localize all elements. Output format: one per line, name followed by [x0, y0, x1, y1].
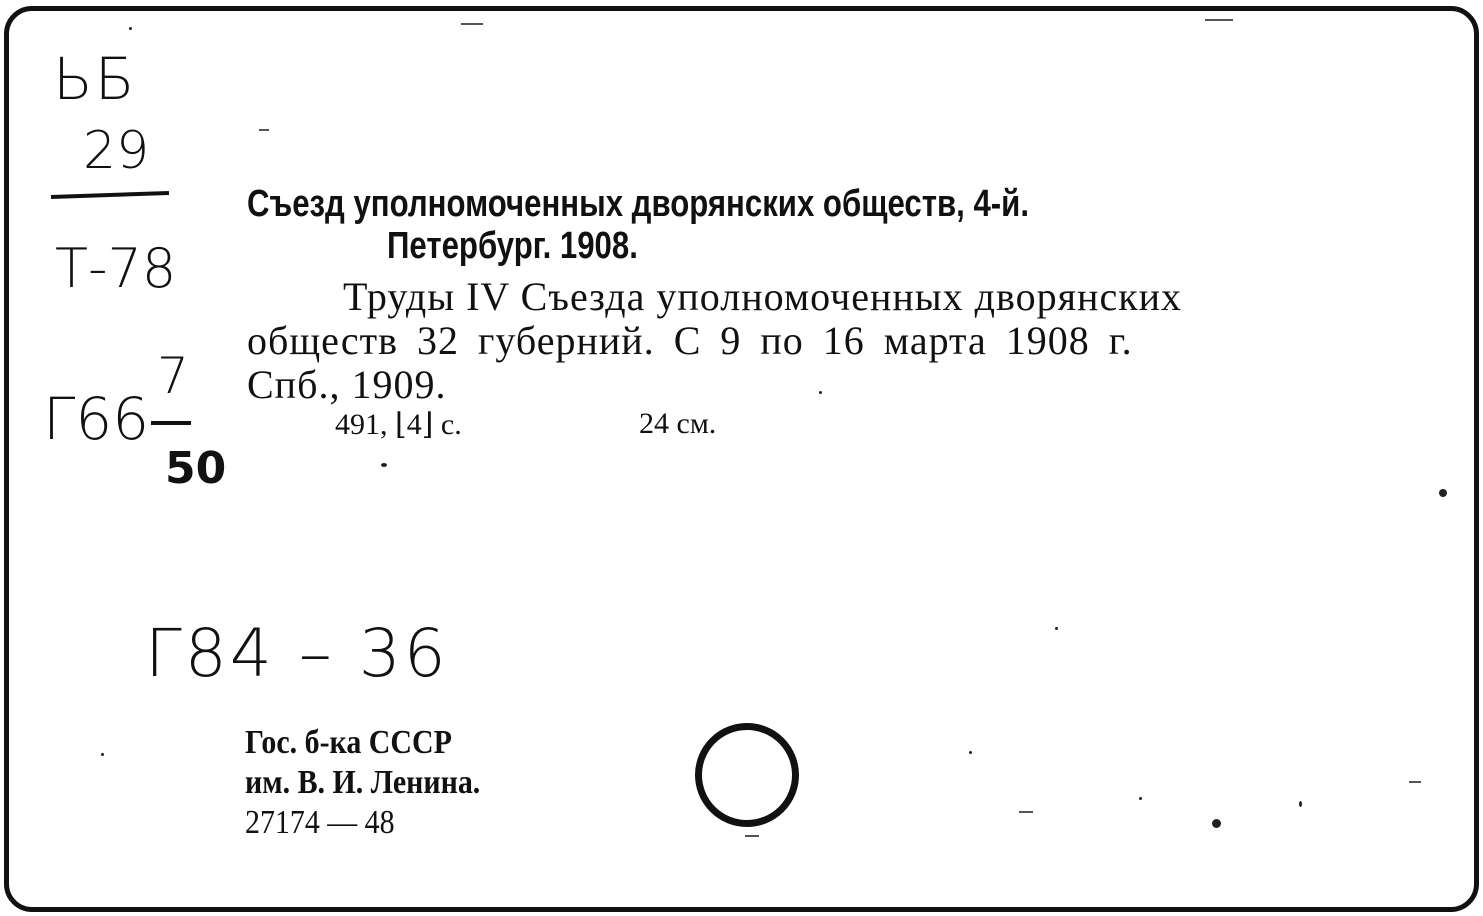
entry-heading-line2: Петербург. 1908. — [387, 225, 638, 267]
scan-speck — [381, 463, 387, 467]
scan-speck — [1299, 801, 1302, 807]
library-imprint-line3: 27174 — 48 — [245, 804, 395, 841]
scan-speck — [1212, 819, 1221, 828]
scan-speck — [1139, 797, 1142, 800]
scan-streak — [1409, 781, 1421, 783]
entry-heading-line1: Съезд уполномоченных дворянских обществ, 4-й. — [247, 183, 1029, 225]
scan-speck — [1439, 489, 1447, 497]
handwritten-bottom-code: Г84 – 36 — [145, 615, 449, 692]
handwritten-code-numerator: 7 — [157, 347, 189, 405]
card-hole — [695, 723, 799, 827]
catalog-card — [4, 6, 1479, 912]
scan-streak — [1019, 811, 1033, 813]
handwritten-shelf-top: ЬБ — [53, 45, 137, 113]
scan-streak — [745, 835, 759, 837]
library-imprint-line1: Гос. б-ка СССР — [245, 724, 452, 761]
handwritten-shelf-number: 29 — [83, 121, 150, 181]
entry-pages: 491, ⌊4⌋ с. — [335, 408, 462, 441]
handwritten-code-denominator: 50 — [165, 443, 227, 494]
scan-speck — [1055, 627, 1058, 630]
scan-streak — [461, 23, 483, 25]
scan-speck — [969, 751, 972, 754]
handwritten-shelf-code: Т-78 — [55, 237, 177, 300]
entry-size: 24 см. — [639, 407, 717, 440]
scan-speck — [819, 391, 822, 394]
entry-title-line1: Труды IV Съезда уполномоченных дворянских — [343, 274, 1183, 319]
scan-streak — [259, 129, 269, 131]
handwritten-code-left: Г66 — [43, 385, 150, 453]
library-imprint-line2: им. В. И. Ленина. — [245, 764, 481, 801]
scan-streak — [1205, 19, 1233, 21]
scan-speck — [129, 27, 132, 30]
scan-speck — [101, 753, 104, 756]
handwritten-fraction-bar — [151, 421, 191, 425]
entry-title-line3: Спб., 1909. — [247, 362, 447, 407]
handwritten-divider-line — [51, 191, 169, 199]
entry-title-line2: обществ 32 губерний. С 9 по 16 марта 1908 г. — [247, 318, 1133, 363]
